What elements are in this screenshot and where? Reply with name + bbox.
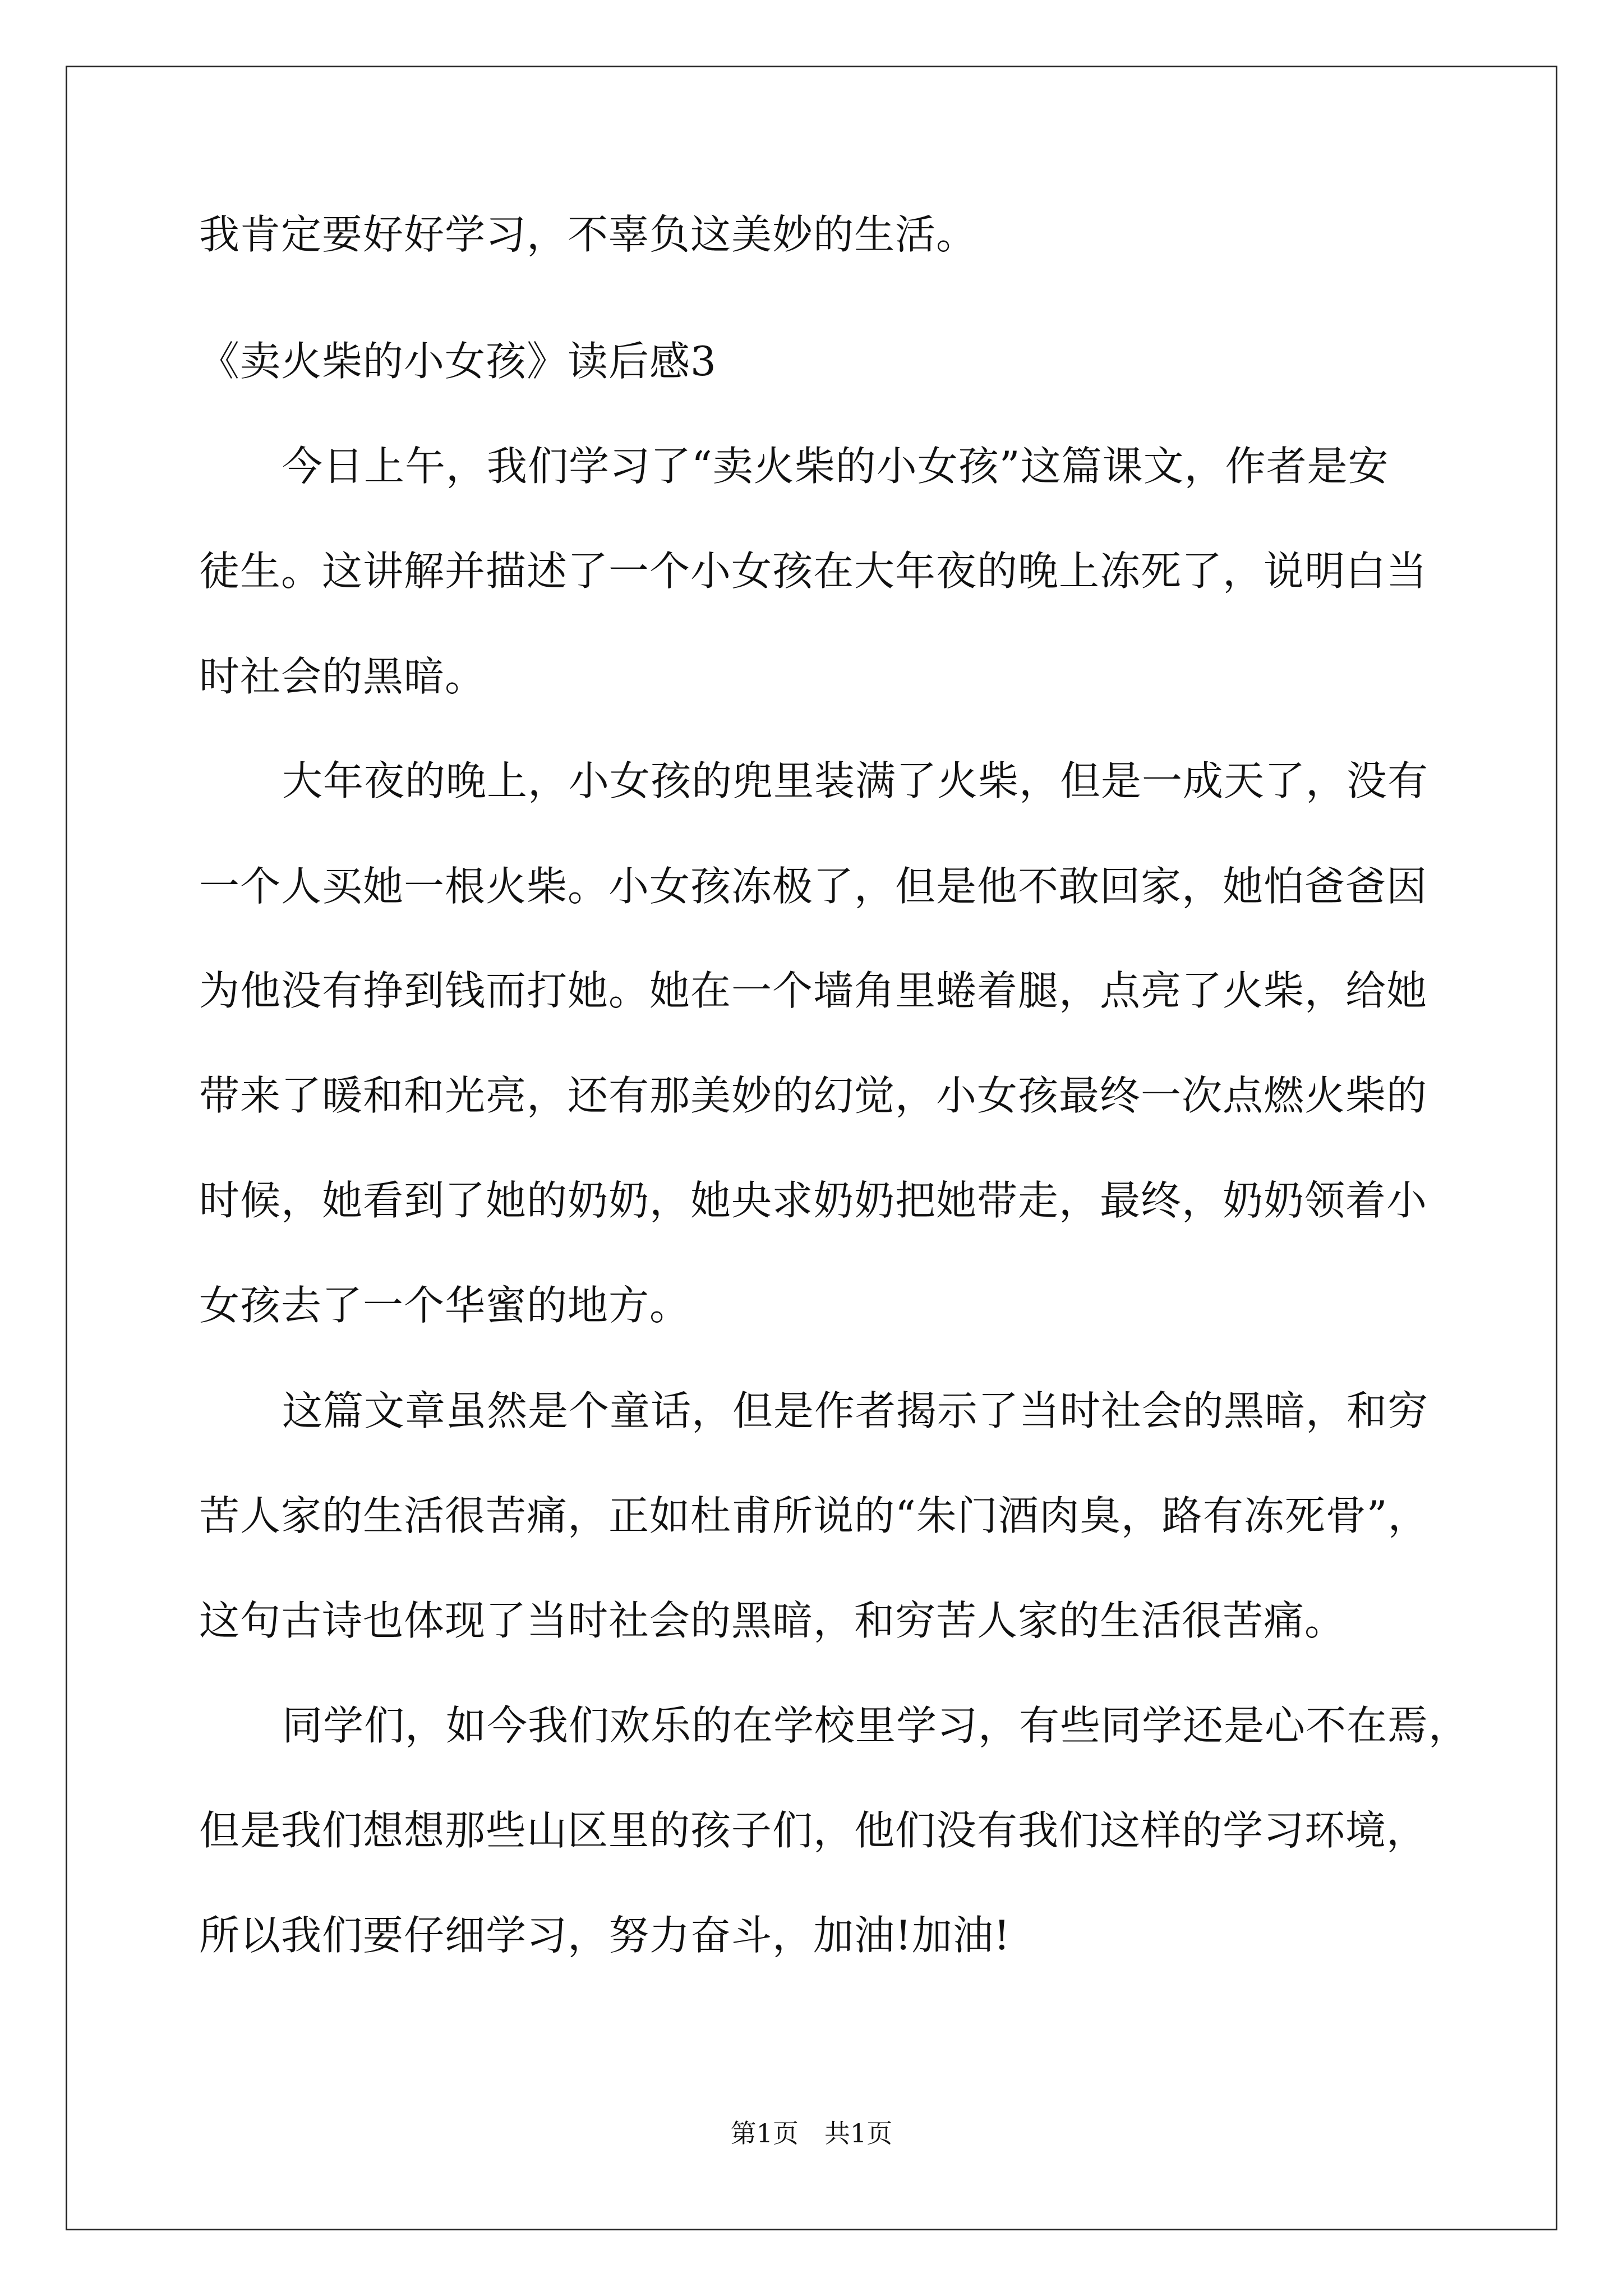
page-number: 第1页 共1页 [730, 2118, 893, 2148]
paragraph-line: 同学们，如今我们欢乐的在学校里学习，有些同学还是心不在焉， [282, 1702, 1470, 1749]
paragraph-line: 今日上午，我们学习了“卖火柴的小女孩”这篇课文，作者是安 [282, 443, 1389, 490]
paragraph-line: 时社会的黑暗。 [199, 653, 486, 700]
paragraph-line: 但是我们想想那些山区里的孩子们，他们没有我们这样的学习环境， [199, 1807, 1428, 1854]
paragraph-line: 带来了暖和和光亮，还有那美妙的幻觉，小女孩最终一次点燃火柴的 [199, 1072, 1428, 1119]
paragraph-line: 为他没有挣到钱而打她。她在一个墙角里蜷着腿，点亮了火柴，给她 [199, 967, 1428, 1014]
paragraph-line: 徒生。这讲解并描述了一个小女孩在大年夜的晚上冻死了，说明白当 [199, 547, 1428, 595]
paragraph-line: 这篇文章虽然是个童话，但是作者揭示了当时社会的黑暗，和穷 [282, 1387, 1429, 1434]
paragraph-line: 时候，她看到了她的奶奶，她央求奶奶把她带走，最终，奶奶领着小 [199, 1177, 1428, 1224]
paragraph-line: 女孩去了一个华蜜的地方。 [199, 1282, 691, 1329]
page-border [66, 66, 1557, 2230]
paragraph-line: 一个人买她一根火柴。小女孩冻极了，但是他不敢回家，她怕爸爸因 [199, 863, 1428, 910]
text-line: 我肯定要好好学习，不辜负这美妙的生活。 [199, 211, 978, 258]
section-heading: 《卖火柴的小女孩》读后感3 [199, 338, 717, 385]
paragraph-line: 所以我们要仔细学习，努力奋斗，加油!加油! [199, 1912, 1011, 1959]
paragraph-line: 大年夜的晚上，小女孩的兜里装满了火柴，但是一成天了，没有 [282, 757, 1429, 804]
paragraph-line: 这句古诗也体现了当时社会的黑暗，和穷苦人家的生活很苦痛。 [199, 1597, 1346, 1644]
paragraph-line: 苦人家的生活很苦痛，正如杜甫所说的“朱门酒肉臭，路有冻死骨”， [199, 1492, 1429, 1539]
